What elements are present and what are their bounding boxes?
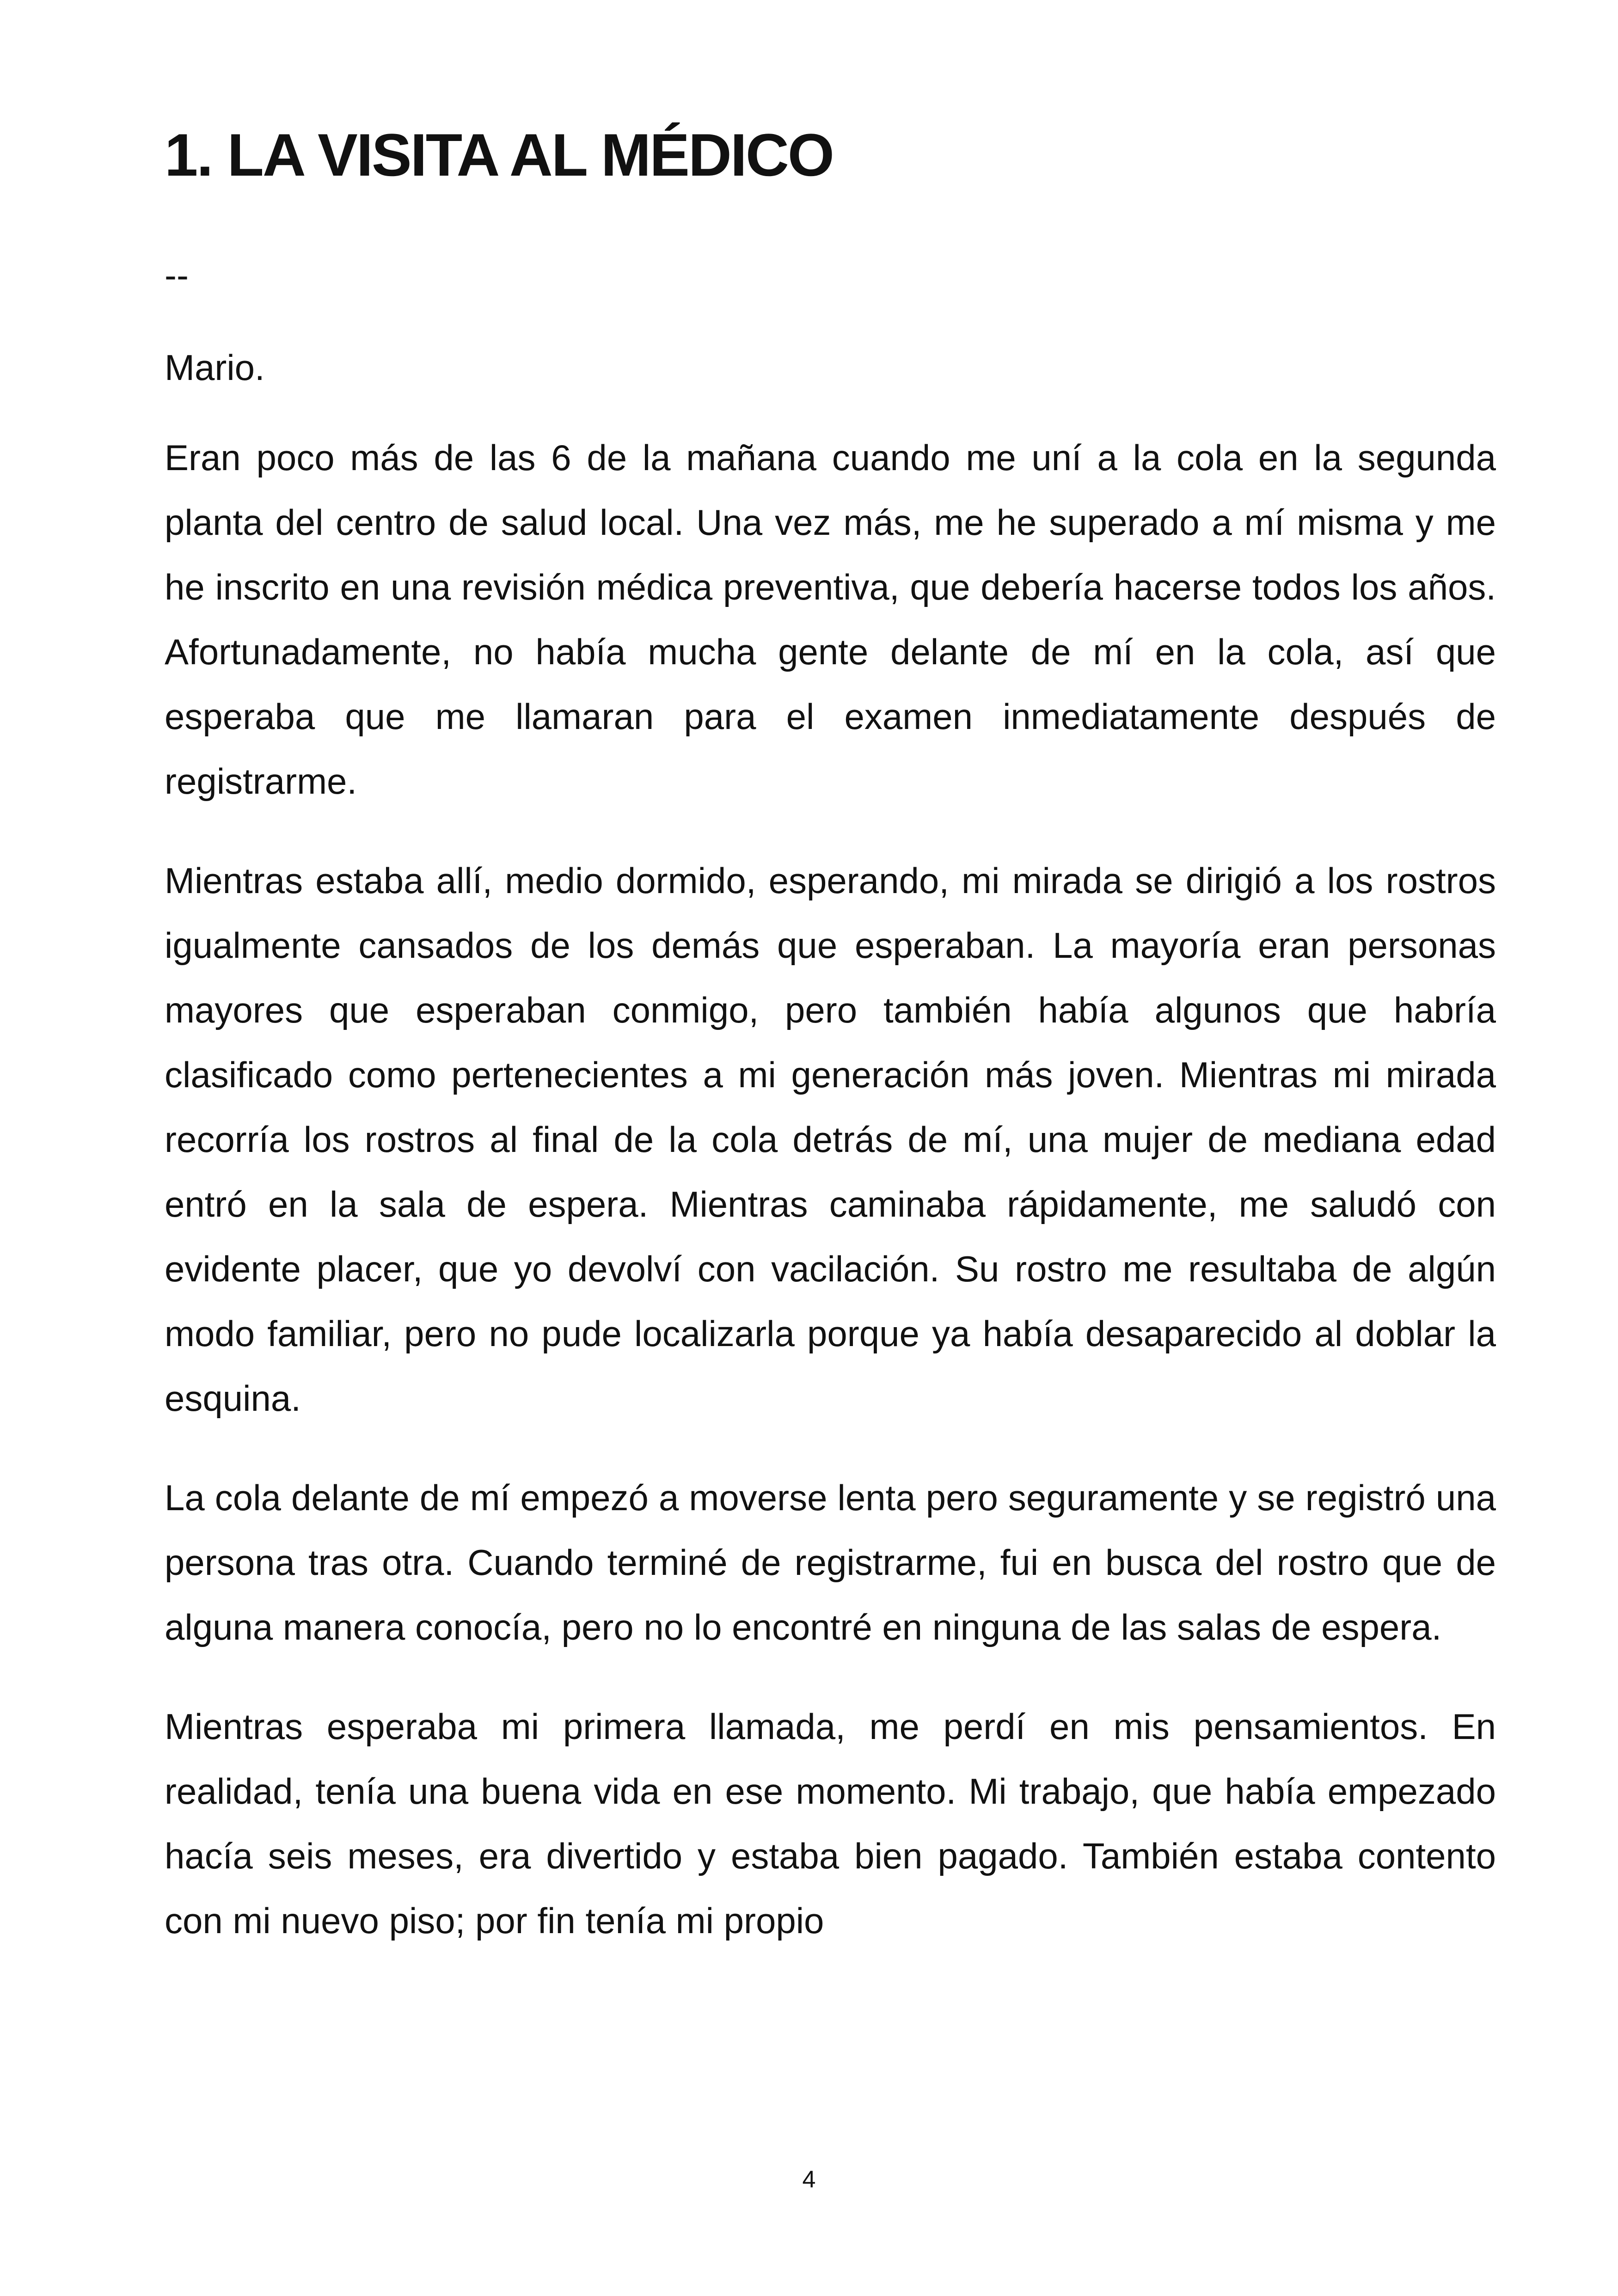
page-content [165, 116, 1496, 1953]
chapter-title: 1. LA VISITA AL MÉDICO [165, 121, 833, 189]
paragraph-1: Eran poco más de las 6 de la mañana cuando me uní a la cola en la segunda planta del centro de salud local. Una vez más, me he superado a mí misma y me he inscrito en una revisión médica preventiva, que debería hacerse todos los años. Afortunadamente, no había mucha gente delante de mí en la cola, así que esperaba que me llamaran para el examen inmediatamente después de registrarme. [165, 437, 1496, 802]
paragraph-3: La cola delante de mí empezó a moverse lenta pero seguramente y se registró una persona tras otra. Cuando terminé de registrarme, fui en busca del rostro que de alguna manera conocía, pero no lo encontré en ninguna de las salas de espera. [165, 1477, 1496, 1647]
scene-separator: -- [165, 255, 189, 295]
paragraph-2: Mientras estaba allí, medio dormido, esperando, mi mirada se dirigió a los rostros igualmente cansados de los demás que esperaban. La mayoría eran personas mayores que esperaban conmigo, pero también había algunos que habría clasificado como pertenecientes a mi generación más joven. Mientras mi mirada recorría los rostros al final de la cola detrás de mí, una mujer de mediana edad entró en la sala de espera. Mientras caminaba rápidamente, me saludó con evidente placer, que yo devolví con vacilación. Su rostro me resultaba de algún modo familiar, pero no pude localizarla porque ya había desaparecido al doblar la esquina. [165, 860, 1496, 1419]
narrator-name: Mario. [165, 347, 265, 388]
page-number: 4 [802, 2166, 816, 2193]
paragraph-4: Mientras esperaba mi primera llamada, me perdí en mis pensamientos. En realidad, tenía una buena vida en ese momento. Mi trabajo, que había empezado hacía seis meses, era divertido y estaba bien pagado. También estaba contento con mi nuevo piso; por fin tenía mi propio [165, 1706, 1496, 1941]
